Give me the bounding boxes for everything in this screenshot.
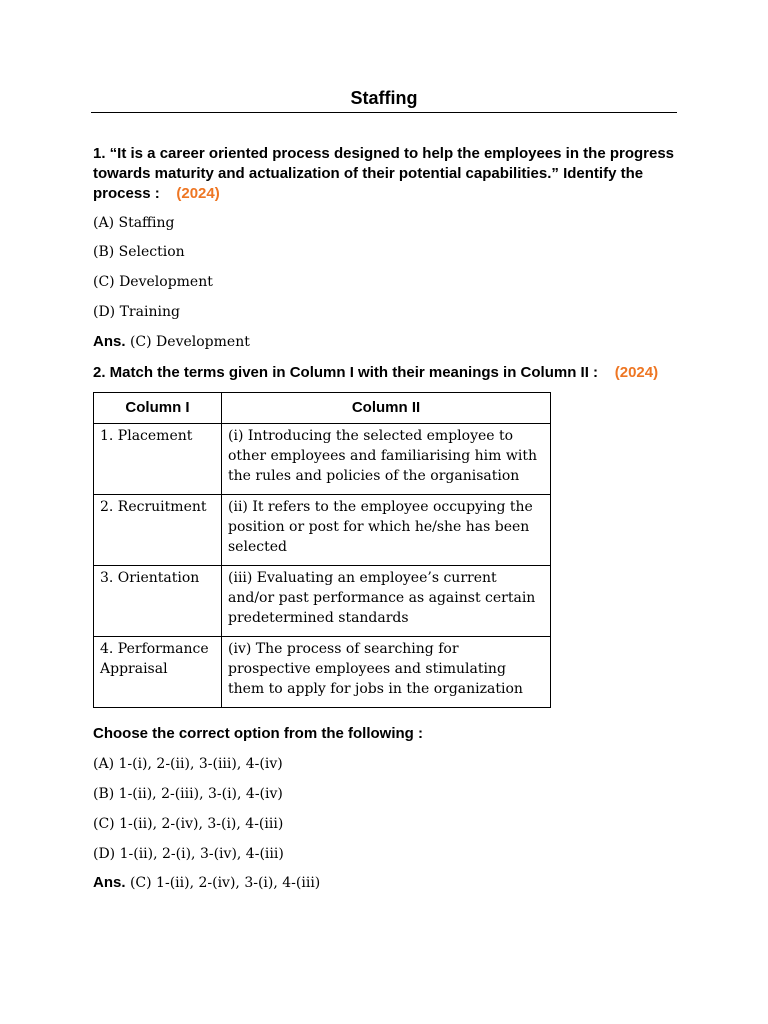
question-1-option-c: (C) Development [93,274,213,290]
table-cell-term: 3. Orientation [94,566,222,637]
table-header-row [94,393,551,424]
question-2-answer-label: Ans. [93,874,126,891]
table-cell-meaning: (i) Introducing the selected employee to other employees and familiarising him with the rules and policies of the organisation [222,424,551,495]
question-2-answer-text: (C) 1-(ii), 2-(iv), 3-(i), 4-(iii) [129,875,321,891]
question-2-option-d: (D) 1-(ii), 2-(i), 3-(iv), 4-(iii) [93,846,284,862]
table-cell-meaning: (ii) It refers to the employee occupying the position or post for which he/she has been selected [222,495,551,566]
question-1-answer-label: Ans. [93,333,126,350]
question-2-option-c: (C) 1-(ii), 2-(iv), 3-(i), 4-(iii) [93,816,284,832]
title-divider [91,112,677,113]
question-1-option-b: (B) Selection [93,244,185,260]
question-2-text: 2. Match the terms given in Column I with their meanings in Column II : [93,364,599,381]
page-title: Staffing [350,88,418,108]
table-row [94,566,551,637]
question-1-answer-text: (C) Development [129,334,250,350]
match-table [93,392,551,708]
table-cell-term: 2. Recruitment [94,495,222,566]
question-1-answer [93,332,250,352]
table-cell-meaning: (iv) The process of searching for prospective employees and stimulating them to apply for jobs in the organization [222,637,551,708]
question-2-option-b: (B) 1-(ii), 2-(iii), 3-(i), 4-(iv) [93,786,283,802]
table-row [94,637,551,708]
question-1 [93,144,683,204]
table-cell-meaning: (iii) Evaluating an employee’s current and/or past performance as against certain predetermined standards [222,566,551,637]
question-2-answer [93,873,320,893]
table-header-column-1: Column I [94,393,222,424]
question-1-year: (2024) [176,185,220,202]
question-2-year: (2024) [614,364,659,381]
table-header-column-2: Column II [222,393,551,424]
table-cell-term: 4. Performance Appraisal [94,637,222,708]
question-2 [93,363,683,383]
question-1-option-d: (D) Training [93,304,180,320]
question-2-option-a: (A) 1-(i), 2-(ii), 3-(iii), 4-(iv) [93,756,283,772]
question-2-prompt: Choose the correct option from the following : [93,725,423,742]
table-cell-term: 1. Placement [94,424,222,495]
question-1-option-a: (A) Staffing [93,215,175,231]
question-1-text: 1. “It is a career oriented process designed to help the employees in the progress towards maturity and actualization of their potential capabilities.” Identify the process : [93,145,675,202]
table-row [94,495,551,566]
table-row [94,424,551,495]
